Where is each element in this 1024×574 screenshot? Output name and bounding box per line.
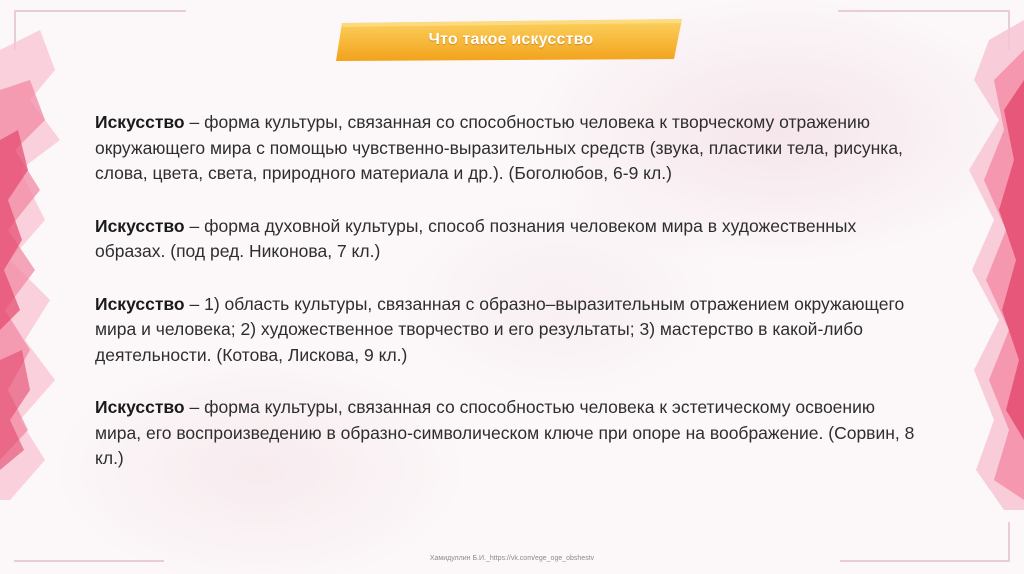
definition-item xyxy=(95,395,915,472)
paint-stroke-left xyxy=(0,30,70,500)
title-banner xyxy=(336,19,686,61)
definition-term: Искусство xyxy=(95,112,185,132)
definition-text: – форма духовной культуры, способ познания человеком мира в художественных образах. (под ред. Никонова, 7 кл.) xyxy=(95,215,857,261)
paint-stroke-right xyxy=(964,20,1024,510)
definition-term: Искусство xyxy=(95,215,185,236)
definition-text: – 1) область культуры, связанная с образно–выразительным отражением окружающего мира и человека; 2) художественное творчество и его результаты; 3) мастерство в какой-либо деятельности. (Котова, Лискова, 9 кл.) xyxy=(95,293,905,365)
definition-text: – форма культуры, связанная со способностью человека к эстетическому освоению мира, его воспроизведению в образно-символическом ключе при опоре на воображение. (Сорвин, 8 кл.) xyxy=(95,397,915,468)
definition-text: – форма культуры, связанная со способностью человека к творческому отражению окружающего мира с помощью чувственно-выразительных средств (звука, пластики тела, рисунка, слова, цвета, света, природного материала и др.). (Боголюбов, 6-9 кл.) xyxy=(95,112,903,183)
definition-term: Искусство xyxy=(95,397,185,417)
definition-item xyxy=(95,110,915,187)
frame-line xyxy=(838,10,1010,12)
definition-item xyxy=(95,214,915,265)
definition-term: Искусство xyxy=(95,293,185,314)
page-title: Что такое искусство xyxy=(428,31,594,48)
definition-item xyxy=(95,292,915,369)
frame-line xyxy=(14,10,186,12)
definitions-list xyxy=(95,110,915,499)
footer-credit: Хамидуллин Б.И._https://vk.com/ege_oge_obshestv xyxy=(429,555,595,562)
